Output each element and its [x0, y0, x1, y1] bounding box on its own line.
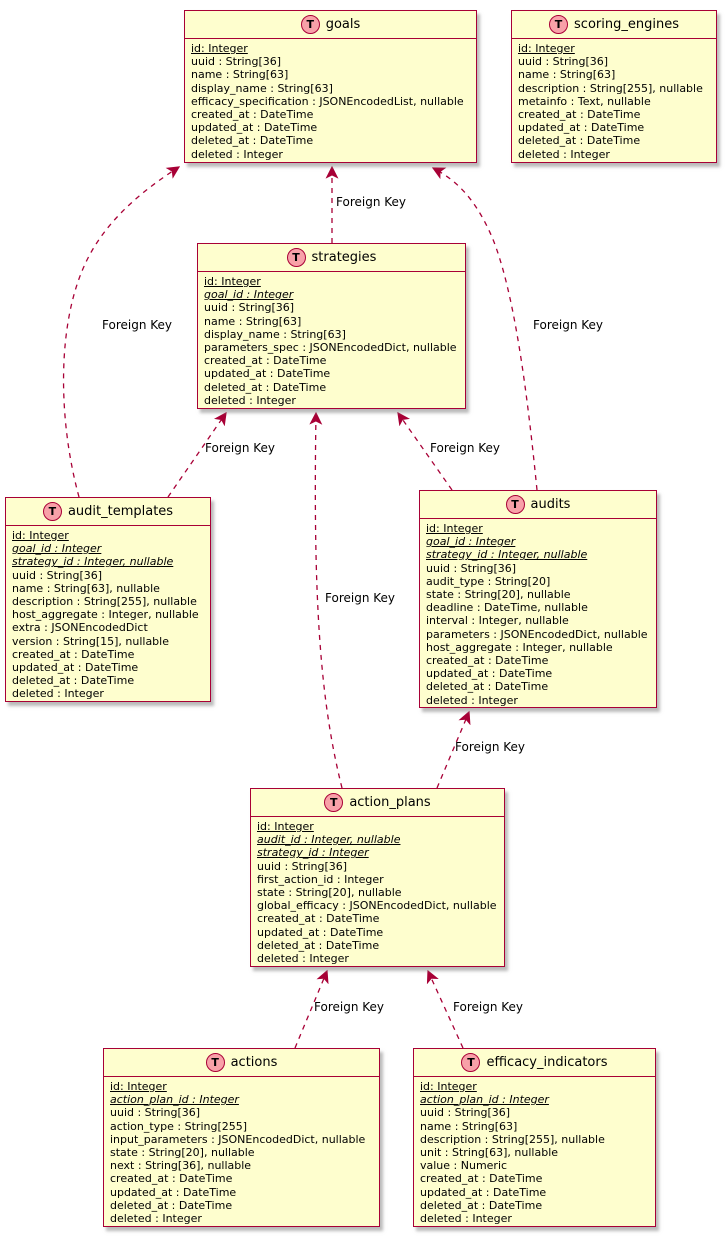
table-title: strategies	[311, 250, 377, 265]
field-row: metainfo : Text, nullable	[518, 94, 651, 108]
field-row: host_aggregate : Integer, nullable	[12, 608, 199, 622]
field-row: uuid : String[36]	[257, 859, 348, 873]
field-row: strategy_id : Integer, nullable	[426, 548, 588, 562]
field-row: strategy_id : Integer, nullable	[12, 555, 174, 569]
table-header	[198, 244, 465, 272]
field-row: id: Integer	[110, 1080, 167, 1093]
table-header	[420, 491, 656, 519]
field-row: uuid : String[36]	[426, 561, 517, 575]
relation-label-audit_templates-to-goals: Foreign Key	[102, 318, 172, 332]
field-row: action_plan_id : Integer	[420, 1093, 549, 1107]
table-goals	[184, 10, 477, 163]
field-row: state : String[20], nullable	[257, 886, 402, 900]
relation-label-strategies-to-goals: Foreign Key	[336, 195, 406, 209]
field-row: deleted : Integer	[426, 693, 518, 707]
field-row: uuid : String[36]	[518, 55, 609, 69]
field-row: deleted_at : DateTime	[12, 674, 135, 688]
field-row: created_at : DateTime	[12, 647, 135, 661]
relation-label-action_plans-to-strategies: Foreign Key	[325, 591, 395, 605]
table-stereotype-icon: T	[287, 248, 306, 267]
table-strategies	[197, 243, 466, 409]
field-row: name : String[63], nullable	[12, 581, 160, 595]
relation-label-action_plans-to-audits: Foreign Key	[455, 740, 525, 754]
field-row: name : String[63]	[420, 1119, 518, 1133]
field-row: deleted : Integer	[257, 952, 349, 966]
field-row: parameters : JSONEncodedDict, nullable	[426, 627, 648, 641]
field-row: updated_at : DateTime	[12, 661, 139, 675]
field-row: deleted : Integer	[12, 687, 104, 701]
field-row: created_at : DateTime	[257, 912, 380, 926]
field-row: goal_id : Integer	[204, 288, 294, 302]
field-row: uuid : String[36]	[110, 1106, 201, 1120]
field-row: deleted : Integer	[518, 147, 610, 161]
table-header	[414, 1049, 655, 1077]
field-row: goal_id : Integer	[426, 535, 516, 549]
field-row: uuid : String[36]	[191, 55, 282, 69]
field-row: created_at : DateTime	[204, 354, 327, 368]
field-row: name : String[63]	[518, 68, 616, 82]
table-title: audit_templates	[67, 504, 174, 519]
field-row: uuid : String[36]	[204, 301, 295, 315]
table-header	[512, 11, 716, 39]
field-row: input_parameters : JSONEncodedDict, nullable	[110, 1132, 366, 1146]
field-row: name : String[63]	[204, 314, 302, 328]
table-title: goals	[325, 17, 361, 32]
field-row: global_efficacy : JSONEncodedDict, nullable	[257, 899, 497, 913]
field-row: strategy_id : Integer	[257, 846, 369, 860]
table-fields	[198, 272, 465, 408]
table-header	[251, 789, 504, 817]
field-row: goal_id : Integer	[12, 542, 102, 556]
field-row: state : String[20], nullable	[110, 1146, 255, 1160]
table-fields	[185, 39, 476, 162]
table-title: action_plans	[349, 795, 431, 810]
field-row: uuid : String[36]	[420, 1106, 511, 1120]
field-row: audit_type : String[20]	[426, 574, 551, 588]
table-stereotype-icon: T	[506, 495, 525, 514]
field-row: extra : JSONEncodedDict	[12, 621, 148, 635]
table-header	[6, 498, 210, 526]
field-row: version : String[15], nullable	[12, 634, 169, 648]
table-actions	[103, 1048, 380, 1227]
field-row: id: Integer	[204, 275, 261, 288]
field-row: updated_at : DateTime	[518, 121, 645, 135]
table-title: actions	[230, 1055, 278, 1070]
table-stereotype-icon: T	[301, 15, 320, 34]
field-row: updated_at : DateTime	[257, 925, 384, 939]
field-row: created_at : DateTime	[191, 108, 314, 122]
field-row: id: Integer	[518, 42, 575, 55]
table-header	[104, 1049, 379, 1077]
field-row: display_name : String[63]	[191, 81, 333, 95]
field-row: action_plan_id : Integer	[110, 1093, 239, 1107]
relation-label-efficacy_indicators-to-action_plans: Foreign Key	[453, 1000, 523, 1014]
field-row: id: Integer	[426, 522, 483, 535]
table-action_plans	[250, 788, 505, 967]
table-audit_templates	[5, 497, 211, 702]
table-title: scoring_engines	[574, 17, 679, 32]
field-row: created_at : DateTime	[110, 1172, 233, 1186]
table-stereotype-icon: T	[206, 1053, 225, 1072]
field-row: id: Integer	[12, 529, 69, 542]
field-row: state : String[20], nullable	[426, 588, 571, 602]
table-audits	[419, 490, 657, 708]
field-row: created_at : DateTime	[420, 1172, 543, 1186]
field-row: deleted_at : DateTime	[518, 134, 641, 148]
field-row: parameters_spec : JSONEncodedDict, nullable	[204, 341, 457, 355]
field-row: updated_at : DateTime	[420, 1185, 547, 1199]
field-row: deadline : DateTime, nullable	[426, 601, 588, 615]
relation-label-audit_templates-to-strategies: Foreign Key	[205, 441, 275, 455]
field-row: description : String[255], nullable	[420, 1132, 605, 1146]
field-row: description : String[255], nullable	[518, 81, 703, 95]
field-row: uuid : String[36]	[12, 568, 103, 582]
relation-label-actions-to-action_plans: Foreign Key	[314, 1000, 384, 1014]
field-row: deleted_at : DateTime	[426, 680, 549, 694]
field-row: unit : String[63], nullable	[420, 1146, 559, 1160]
table-title: audits	[530, 497, 571, 512]
field-row: id: Integer	[257, 820, 314, 833]
table-stereotype-icon: T	[43, 502, 62, 521]
table-fields	[251, 817, 504, 966]
field-row: audit_id : Integer, nullable	[257, 833, 401, 847]
field-row: host_aggregate : Integer, nullable	[426, 640, 613, 654]
relation-line-audit_templates-to-goals	[64, 167, 179, 497]
field-row: updated_at : DateTime	[204, 367, 331, 381]
relation-label-audits-to-strategies: Foreign Key	[430, 441, 500, 455]
field-row: display_name : String[63]	[204, 327, 346, 341]
field-row: name : String[63]	[191, 68, 289, 82]
field-row: deleted_at : DateTime	[257, 938, 380, 952]
field-row: deleted_at : DateTime	[420, 1198, 543, 1212]
field-row: deleted : Integer	[110, 1212, 202, 1226]
field-row: action_type : String[255]	[110, 1119, 248, 1133]
field-row: first_action_id : Integer	[257, 872, 384, 886]
field-row: updated_at : DateTime	[191, 121, 318, 135]
field-row: deleted_at : DateTime	[204, 380, 327, 394]
table-scoring_engines	[511, 10, 717, 163]
table-fields	[104, 1077, 379, 1226]
table-stereotype-icon: T	[461, 1053, 480, 1072]
field-row: updated_at : DateTime	[110, 1185, 237, 1199]
table-title: efficacy_indicators	[486, 1055, 608, 1070]
table-fields	[414, 1077, 655, 1226]
table-header	[185, 11, 476, 39]
table-stereotype-icon: T	[549, 15, 568, 34]
table-stereotype-icon: T	[324, 793, 343, 812]
table-efficacy_indicators	[413, 1048, 656, 1227]
relation-label-audits-to-goals: Foreign Key	[533, 318, 603, 332]
table-fields	[512, 39, 716, 162]
field-row: deleted : Integer	[420, 1212, 512, 1226]
field-row: created_at : DateTime	[426, 654, 549, 668]
table-fields	[420, 519, 656, 707]
field-row: next : String[36], nullable	[110, 1159, 252, 1173]
field-row: created_at : DateTime	[518, 108, 641, 122]
relation-line-audit_templates-to-strategies	[168, 413, 226, 497]
field-row: deleted_at : DateTime	[110, 1198, 233, 1212]
field-row: deleted_at : DateTime	[191, 134, 314, 148]
field-row: efficacy_specification : JSONEncodedList, nullable	[191, 94, 464, 108]
field-row: interval : Integer, nullable	[426, 614, 569, 628]
field-row: value : Numeric	[420, 1159, 508, 1173]
field-row: deleted : Integer	[191, 147, 283, 161]
field-row: id: Integer	[191, 42, 248, 55]
field-row: updated_at : DateTime	[426, 667, 553, 681]
field-row: deleted : Integer	[204, 393, 296, 407]
field-row: description : String[255], nullable	[12, 595, 197, 609]
field-row: id: Integer	[420, 1080, 477, 1093]
table-fields	[6, 526, 210, 701]
